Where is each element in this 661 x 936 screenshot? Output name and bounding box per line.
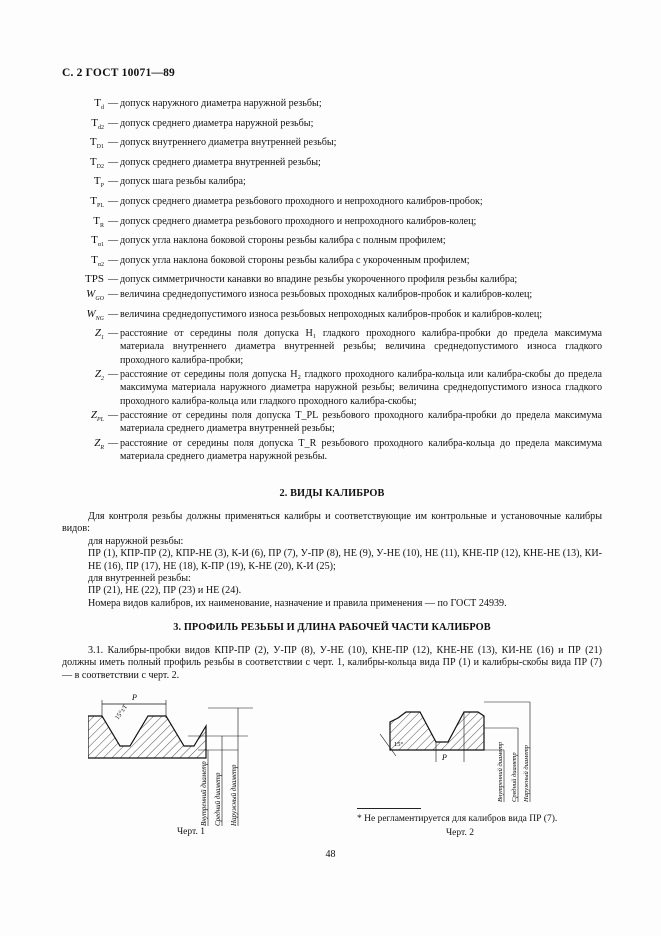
definition-row [62,97,602,115]
definition-text: допуск шага резьбы калибра; [120,176,246,188]
internal-thread-kinds: ПР (21), НЕ (22), ПР (23) и НЕ (24). [88,585,242,597]
figure-2-drawing [380,692,545,804]
definition-dash: — [107,369,119,381]
definition-dash: — [107,328,119,340]
figure-1-drawing [88,688,263,828]
outer-diameter-label: Наружный диаметр [230,764,238,826]
definition-symbol: $T_{\alpha 1}$ [91,234,104,249]
section-2-note: Номера видов калибров, их наименование, назначение и правила применения — по ГОСТ 24939. [88,597,507,609]
section-3-title: 3. ПРОФИЛЬ РЕЗЬБЫ И ДЛИНА РАБОЧЕЙ ЧАСТИ КАЛИБРОВ [173,622,491,633]
pitch-diameter-label: Средний диаметр [214,772,222,826]
definition-row [62,409,602,435]
definition-symbol: $T_{d2}$ [91,116,104,131]
definition-dash: — [107,195,119,207]
external-thread-kinds: ПР (1), КПР-ПР (2), КПР-НЕ (3), К-И (6), ПР (7), У-ПР (8), НЕ (9), У-НЕ (10), НЕ (11), КНЕ-ПР (12), КНЕ-НЕ (13), КИ-НЕ (16), ПР (17), НЕ (18), К-ПР (19), К-НЕ (20), К-И (25); [88,548,602,572]
definition-dash: — [107,137,119,149]
figure-1-caption: Черт. 1 [177,827,205,837]
definition-dash: — [107,235,119,247]
definition-row [62,215,602,233]
definition-dash: — [107,308,119,320]
definition-text: расстояние от середины поля допуска H₁ гладкого проходного калибра-пробки до предела максимума материала внутреннего диаметра внутренней резьбы; величина среднедопустимого износа гладкого проходного калибра-пробки; [120,328,602,366]
definition-symbol: $Z_{PL}$ [90,409,104,424]
page-header: С. 2 ГОСТ 10071—89 [62,67,175,79]
definition-text: допуск среднего диаметра внутренней резьбы; [120,156,321,168]
definition-dash: — [107,437,119,449]
definition-symbol: $T_R$ [93,214,104,229]
definition-row [62,288,602,306]
definition-dash: — [107,176,119,188]
definition-row [62,254,602,272]
definition-row [62,234,602,252]
definition-row [62,368,602,408]
definition-text: величина среднедопустимого износа резьбовых проходных калибров-пробок и калибров-колец; [120,288,533,300]
section-2-body [62,511,602,610]
definition-symbol: $W_{GO}$ [86,287,104,302]
definition-row [62,175,602,193]
thread-profile-hatched [88,716,206,758]
definition-dash: — [107,410,119,422]
definition-row [62,195,602,213]
definition-text: допуск угла наклона боковой стороны резьбы калибра с укороченным профилем; [120,254,470,266]
definition-row [62,117,602,135]
definition-row [62,437,602,463]
definition-symbol: TPS [85,273,104,286]
definition-row [62,156,602,174]
definition-dash: — [107,117,119,129]
inner-diameter-label-fig2: Внутренний диаметр [497,741,504,802]
figure-2-caption: Черт. 2 [446,828,474,838]
definition-symbol: $Z_R$ [94,436,104,451]
definition-symbol: $T_{D2}$ [89,155,104,170]
definition-symbol: $T_{PL}$ [90,194,104,209]
definition-symbol: $Z_1$ [94,327,104,342]
definition-text: допуск симметричности канавки во впадине резьбы укороченного профиля резьбы калибра; [120,274,518,286]
definition-row [62,136,602,154]
definition-symbol: $T_{D1}$ [89,136,104,151]
definition-dash: — [107,156,119,168]
definition-dash: — [107,274,119,286]
page-number: 48 [325,849,336,860]
definition-text: допуск среднего диаметра резьбового проходного и непроходного калибров-колец; [120,215,477,227]
definition-text: допуск среднего диаметра резьбового проходного и непроходного калибров-пробок; [120,195,483,207]
section-2-title: 2. ВИДЫ КАЛИБРОВ [279,488,385,499]
definition-dash: — [107,98,119,109]
definition-row [62,308,602,326]
definition-symbol: $Z_2$ [94,368,104,383]
definition-text: допуск наружного диаметра наружной резьбы; [120,98,322,109]
definitions-list [62,97,602,465]
definition-symbol: $W_{NG}$ [86,307,104,322]
external-thread-label: для наружной резьбы: [88,535,184,547]
definition-dash: — [107,215,119,227]
definition-text: расстояние от середины поля допуска H₂ гладкого проходного калибра-кольца или калибра-скобы до предела максимума материала наружного диаметра наружной резьбы; величина среднедопустимого износа гладкого проходного калибра-кольца или гладкого проходного калибра-скобы; [120,369,602,407]
section-3-para: 3.1. Калибры-пробки видов КПР-ПР (2), У-ПР (8), У-НЕ (10), КНЕ-ПР (12), КНЕ-НЕ (13), КИ-НЕ (16) и ПР (21) должны иметь полный профиль резьбы в соответствии с черт. 1, калибры-кольца вида ПР (1) и калибры-скобы вида ПР (7) — в соответствии с черт. 2. [62,645,602,681]
definition-symbol: $T_d$ [94,97,104,111]
definition-symbol: $T_{\alpha 2}$ [91,253,104,268]
outer-diameter-label-fig2: Наружный диаметр [523,744,530,802]
ring-thread-profile-hatched [390,712,484,750]
footnote-rule [357,808,421,809]
definition-text: допуск среднего диаметра наружной резьбы; [120,117,314,129]
definition-row [62,327,602,367]
definition-text: допуск угла наклона боковой стороны резьбы калибра с полным профилем; [120,235,446,247]
definition-dash: — [107,288,119,300]
definition-text: допуск внутреннего диаметра внутренней резьбы; [120,137,337,149]
definition-dash: — [107,254,119,266]
definition-symbol: $T_P$ [93,175,104,190]
pitch-label: P [132,693,137,702]
inner-diameter-label: Внутренний диаметр [200,761,208,826]
footnote: * Не регламентируется для калибров вида ПР (7). [357,814,558,824]
internal-thread-label: для внутренней резьбы: [88,573,191,585]
definition-row [62,273,602,286]
definition-text: расстояние от середины поля допуска T_PL резьбового проходного калибра-пробки до предела максимума материала среднего диаметра внутренней резьбы; [120,410,602,435]
angle-label: 15°±T [113,703,130,722]
pitch-label-fig2: P [442,753,447,762]
pitch-diameter-label-fig2: Средний диаметр [511,752,518,802]
angle-label-fig2: 15° [394,741,404,748]
definition-text: расстояние от середины поля допуска T_R резьбового проходного калибра-кольца до предела максимума материала среднего диаметра наружной резьбы. [120,437,602,463]
section-2-intro: Для контроля резьбы должны применяться калибры и соответствующие им контрольные и установочные калибры видов: [62,511,602,535]
definition-text: величина среднедопустимого износа резьбовых непроходных калибров-пробок и калибров-колец; [120,308,543,320]
